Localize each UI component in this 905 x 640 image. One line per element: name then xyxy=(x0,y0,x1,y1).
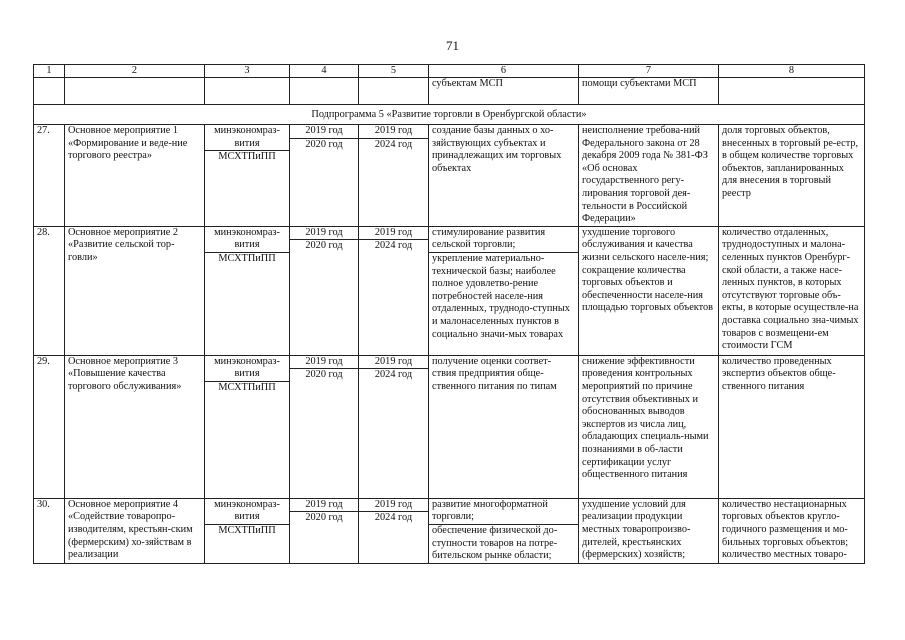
event-name: Основное мероприятие 2 «Развитие сельской тор-говли» xyxy=(65,226,205,355)
column-header: 5 xyxy=(359,65,429,78)
executor-secondary: МСХТПиПП xyxy=(205,252,289,266)
end-year: 2019 год xyxy=(374,125,413,136)
expected-result: обеспечение физической до-ступности товаров на потре-бительском рынке области; xyxy=(429,524,578,563)
table-row xyxy=(34,498,865,563)
expected-result: получение оценки соответ-ствия предприятия обще-ственного питания по типам xyxy=(429,355,579,498)
start-year: 2020 год xyxy=(290,239,358,253)
indicator-link: количество отдаленных, труднодоступных и малона-селенных пунктов Оренбург-ской области, а также насе-ленных пунктов, в которых отсутствуют торговые объ-екты, в которые осуществле-на доставка социально зна-чимых товаров с возмещени-ем стоимости ГСМ xyxy=(719,226,865,355)
column-number-row xyxy=(34,65,865,78)
expected-result: стимулирование развития сельской торговли; xyxy=(432,226,546,251)
continuation-row xyxy=(34,78,865,105)
end-year-cell xyxy=(359,498,429,563)
end-year: 2019 год xyxy=(374,226,413,238)
end-year-cell xyxy=(359,226,429,355)
program-table xyxy=(33,64,865,564)
continuation-cell: субъектам МСП xyxy=(429,78,579,105)
non-implementation-consequence: снижение эффективности проведения контрольных мероприятий по причине отсутствия объективных и обоснованных выводов экспертов из числа лиц, обладающих специаль-ными познаниями в об-ласти сертификации услуг общественного питания xyxy=(579,355,719,498)
continuation-cell: помощи субъектами МСП xyxy=(579,78,719,105)
indicator-link: количество проведенных экспертиз объектов обще-ственного питания xyxy=(719,355,865,498)
column-header: 4 xyxy=(290,65,359,78)
subprogram-row xyxy=(34,105,865,125)
column-header: 1 xyxy=(34,65,65,78)
start-year: 2020 год xyxy=(290,511,358,525)
column-header: 6 xyxy=(429,65,579,78)
expected-result: создание базы данных о хо-зяйствующих субъектах и принадлежащих им торговых объектах xyxy=(429,125,579,227)
end-year: 2019 год xyxy=(374,498,413,510)
executor-cell xyxy=(205,355,290,498)
executor-primary: минэкономраз-вития xyxy=(214,125,280,149)
end-year: 2024 год xyxy=(359,368,428,382)
event-name: Основное мероприятие 3 «Повышение качества торгового обслуживания» xyxy=(65,355,205,498)
end-year: 2019 год xyxy=(374,355,413,367)
start-year: 2019 год xyxy=(305,498,343,510)
indicator-link: доля торговых объектов, внесенных в торговый ре-естр, в общем количестве торговых объектов, запланированных для внесения в торговый реестр xyxy=(719,125,865,227)
column-header: 8 xyxy=(719,65,865,78)
executor-secondary: МСХТПиПП xyxy=(205,524,289,538)
start-year: 2019 год xyxy=(305,355,343,367)
event-name: Основное мероприятие 4 «Содействие товаропро-изводителям, крестьян-ским (фермерским) хо-зяйствам в реализации xyxy=(65,498,205,563)
table-row xyxy=(34,226,865,355)
executor-cell xyxy=(205,226,290,355)
non-implementation-consequence: ухудшение торгового обслуживания и качества жизни сельского населе-ния; сокращение количества торговых объектов и обеспеченности населе-ния площадью торговых объектов xyxy=(579,226,719,355)
column-header: 7 xyxy=(579,65,719,78)
executor-primary: минэкономраз-вития xyxy=(214,355,280,380)
executor-secondary: МСХТПиПП xyxy=(205,150,289,164)
expected-result: развитие многоформатной торговли; xyxy=(432,498,548,523)
executor-cell xyxy=(205,498,290,563)
end-year: 2024 год xyxy=(359,239,428,253)
table-row xyxy=(34,355,865,498)
expected-result-cell xyxy=(429,498,579,563)
end-year: 2024 год xyxy=(359,138,428,152)
start-year-cell xyxy=(290,498,359,563)
end-year-cell xyxy=(359,355,429,498)
executor-secondary: МСХТПиПП xyxy=(205,381,289,395)
column-header: 3 xyxy=(205,65,290,78)
non-implementation-consequence: ухудшение условий для реализации продукции местных товаропроизво-дителей, крестьянских (фермерских) хозяйств; xyxy=(579,498,719,563)
expected-result-cell xyxy=(429,226,579,355)
event-name: Основное мероприятие 1 «Формирование и веде-ние торгового реестра» xyxy=(65,125,205,227)
row-number: 30. xyxy=(34,498,65,563)
executor-primary: минэкономраз-вития xyxy=(214,226,280,251)
start-year: 2020 год xyxy=(290,368,358,382)
column-header: 2 xyxy=(65,65,205,78)
start-year: 2019 год xyxy=(305,125,343,136)
row-number: 29. xyxy=(34,355,65,498)
start-year: 2020 год xyxy=(290,138,358,152)
start-year-cell xyxy=(290,355,359,498)
row-number: 27. xyxy=(34,125,65,227)
expected-result: укрепление материально-технической базы; наиболее полное удовлетво-рение потребностей населе-ния отдаленных, труднодо-ступных и малонаселенных пунктов в социально значи-мых товарах xyxy=(429,252,578,341)
indicator-link: количество нестационарных торговых объектов кругло-годичного размещения и мо-бильных торговых объектов; количество местных товаро- xyxy=(719,498,865,563)
table-row xyxy=(34,125,865,227)
page-number: 71 xyxy=(446,38,459,53)
non-implementation-consequence: неисполнение требова-ний Федерального закона от 28 декабря 2009 года № 381-ФЗ «Об основах государственного регу-лирования торговой дея-тельности в Российской Федерации» xyxy=(579,125,719,227)
subprogram-title: Подпрограмма 5 «Развитие торговли в Оренбургской области» xyxy=(34,105,865,125)
executor-cell xyxy=(205,125,290,227)
start-year-cell xyxy=(290,226,359,355)
executor-primary: минэкономраз-вития xyxy=(214,498,280,523)
row-number: 28. xyxy=(34,226,65,355)
start-year: 2019 год xyxy=(305,226,343,238)
start-year-cell xyxy=(290,125,359,227)
end-year-cell xyxy=(359,125,429,227)
end-year: 2024 год xyxy=(359,511,428,525)
